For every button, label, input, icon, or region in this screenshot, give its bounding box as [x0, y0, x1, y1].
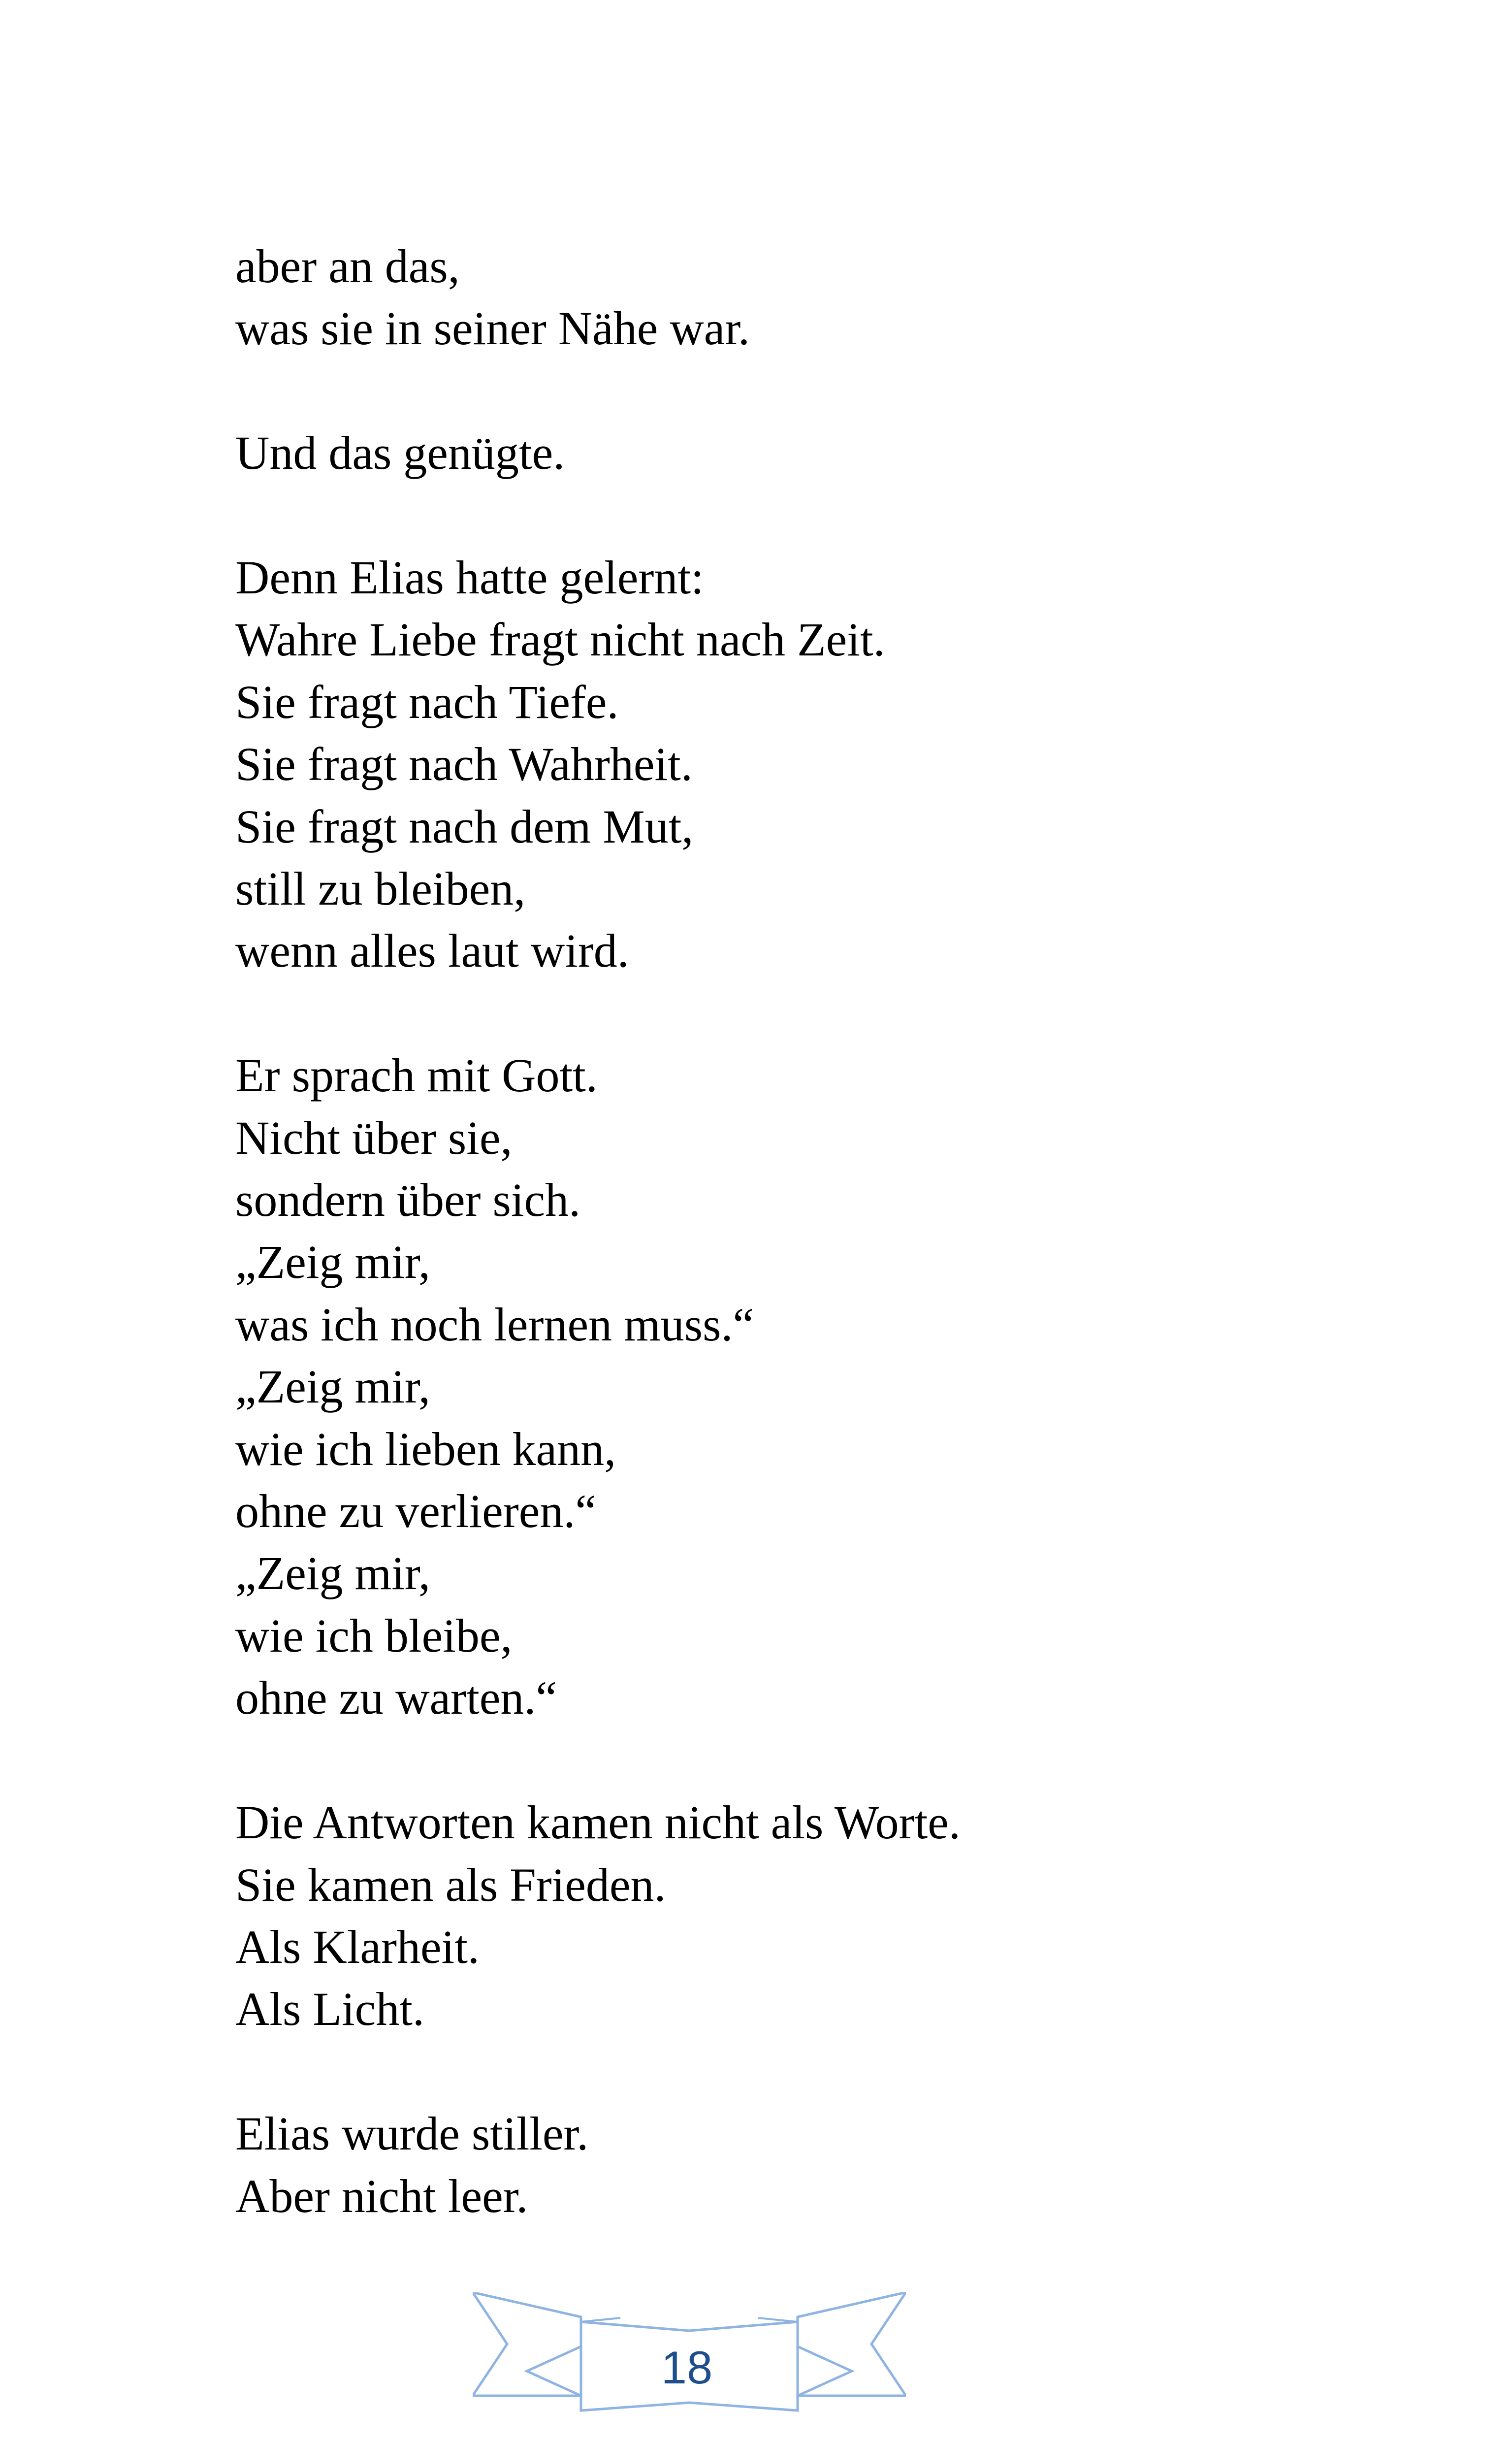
text-line: Sie fragt nach Tiefe.: [235, 675, 619, 728]
text-line: ohne zu warten.“: [235, 1671, 557, 1725]
text-line: „Zeig mir,: [235, 1360, 430, 1413]
text-line: „Zeig mir,: [235, 1547, 430, 1600]
text-line: Als Licht.: [235, 1983, 424, 2036]
text-line: Sie kamen als Frieden.: [235, 1858, 666, 1911]
text-line: Sie fragt nach dem Mut,: [235, 800, 694, 853]
text-line: was sie in seiner Nähe war.: [235, 302, 750, 355]
text-line: was ich noch lernen muss.“: [235, 1298, 754, 1351]
text-line: aber an das,: [235, 240, 460, 293]
page-number: 18: [661, 2342, 713, 2393]
text-line: „Zeig mir,: [235, 1236, 430, 1289]
stanza: [235, 1792, 1368, 2041]
text-line: ohne zu verlieren.“: [235, 1485, 596, 1538]
text-line: still zu bleiben,: [235, 862, 526, 915]
stanza: [235, 1044, 1368, 1729]
text-line: Und das genügte.: [235, 426, 565, 480]
text-line: Sie fragt nach Wahrheit.: [235, 738, 693, 791]
text-line: Aber nicht leer.: [235, 2169, 528, 2222]
stanza: [235, 2103, 1368, 2227]
poem-text: [235, 235, 1368, 2227]
text-line: Denn Elias hatte gelernt:: [235, 551, 704, 604]
text-line: Als Klarheit.: [235, 1920, 480, 1973]
text-line: wenn alles laut wird.: [235, 924, 629, 977]
stanza: [235, 422, 1368, 484]
text-line: Er sprach mit Gott.: [235, 1049, 598, 1102]
text-line: Nicht über sie,: [235, 1111, 513, 1164]
text-line: wie ich lieben kann,: [235, 1422, 616, 1475]
text-line: wie ich bleibe,: [235, 1609, 513, 1662]
text-line: Wahre Liebe fragt nicht nach Zeit.: [235, 613, 885, 666]
text-line: Die Antworten kamen nicht als Worte.: [235, 1796, 961, 1849]
stanza: [235, 235, 1368, 360]
text-line: Elias wurde stiller.: [235, 2107, 589, 2160]
text-line: sondern über sich.: [235, 1173, 581, 1227]
stanza: [235, 547, 1368, 982]
